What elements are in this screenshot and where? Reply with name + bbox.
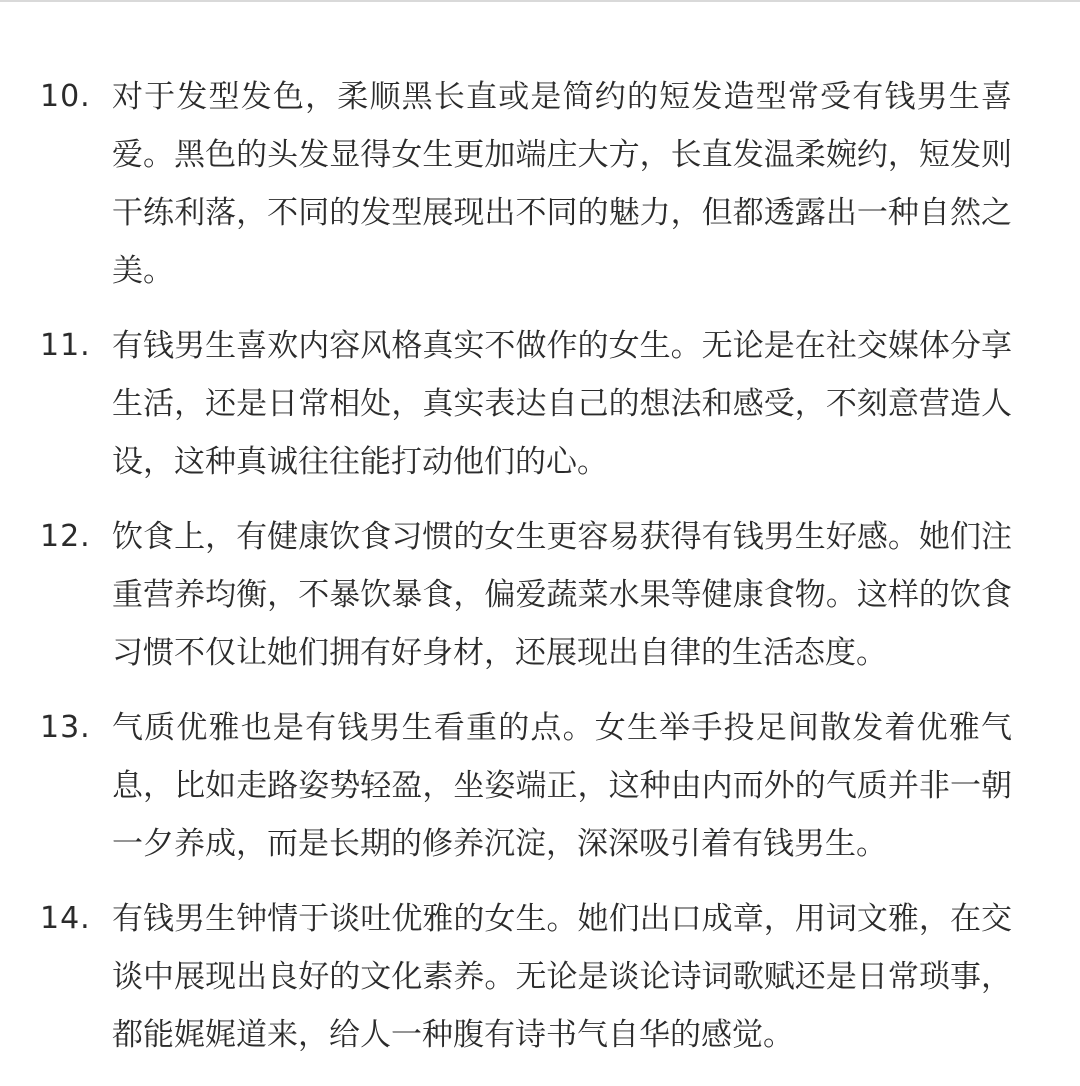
top-divider	[0, 0, 1080, 2]
list-item	[0, 317, 1080, 491]
list-item-number: 14.	[40, 901, 91, 936]
list-item	[0, 508, 1080, 682]
list-item	[0, 890, 1080, 1064]
list-item-text: 气质优雅也是有钱男生看重的点。女生举手投足间散发着优雅气息，比如走路姿势轻盈，坐姿端正，这种由内而外的气质并非一朝一夕养成，而是长期的修养沉淀，深深吸引着有钱男生。	[112, 710, 1012, 862]
list-item-number: 10.	[40, 79, 91, 114]
list-item-text: 有钱男生喜欢内容风格真实不做作的女生。无论是在社交媒体分享生活，还是日常相处，真实表达自己的想法和感受，不刻意营造人设，这种真诚往往能打动他们的心。	[112, 328, 1012, 480]
list-item-number: 13.	[40, 710, 91, 745]
numbered-list	[0, 68, 1080, 1081]
list-item-text: 对于发型发色，柔顺黑长直或是简约的短发造型常受有钱男生喜爱。黑色的头发显得女生更加端庄大方，长直发温柔婉约，短发则干练利落，不同的发型展现出不同的魅力，但都透露出一种自然之美。	[112, 79, 1012, 289]
list-item	[0, 68, 1080, 300]
list-item-text: 饮食上，有健康饮食习惯的女生更容易获得有钱男生好感。她们注重营养均衡，不暴饮暴食，偏爱蔬菜水果等健康食物。这样的饮食习惯不仅让她们拥有好身材，还展现出自律的生活态度。	[112, 519, 1012, 671]
list-item-number: 12.	[40, 519, 91, 554]
list-item-text: 有钱男生钟情于谈吐优雅的女生。她们出口成章，用词文雅，在交谈中展现出良好的文化素养。无论是谈论诗词歌赋还是日常琐事，都能娓娓道来，给人一种腹有诗书气自华的感觉。	[112, 901, 1012, 1053]
list-item	[0, 699, 1080, 873]
list-item-number: 11.	[40, 328, 91, 363]
